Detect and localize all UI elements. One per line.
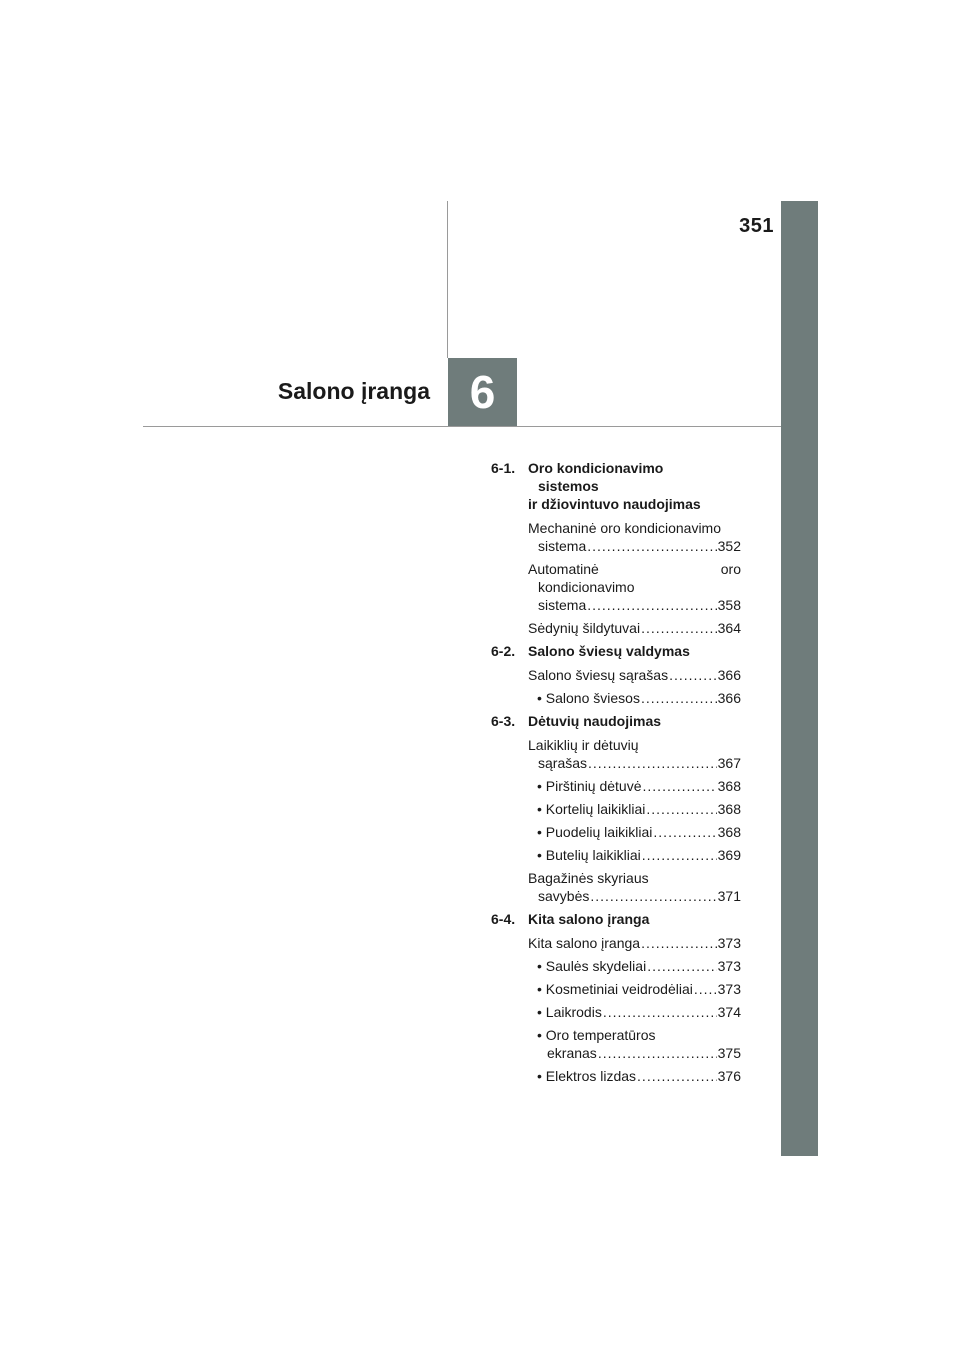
- table-of-contents: [491, 459, 741, 1090]
- toc-subentry[interactable]: • Oro temperatūros ekranas ..... 375: [491, 1026, 741, 1062]
- horizontal-divider: [143, 426, 781, 427]
- section-title: Oro kondicionavimo sistemos ir džiovintuvo naudojimas: [528, 460, 701, 512]
- section-title: Kita salono įranga: [528, 911, 650, 927]
- toc-entry[interactable]: Automatinė oro kondicionavimo sistema ..... 358: [491, 560, 741, 614]
- toc-subentry[interactable]: • Salono šviesos ..... 366: [491, 689, 741, 707]
- toc-entry[interactable]: Salono šviesų sąrašas ..... 366: [491, 666, 741, 684]
- chapter-number: 6: [469, 366, 496, 418]
- chapter-title: Salono įranga: [277, 378, 430, 404]
- section-title: Dėtuvių naudojimas: [528, 713, 662, 729]
- page-ref: 369: [717, 847, 741, 863]
- toc-entry[interactable]: Sėdynių šildytuvai ..... 364: [491, 619, 741, 637]
- page-ref: 373: [717, 958, 741, 974]
- page-ref: 376: [717, 1068, 741, 1084]
- toc-subentry[interactable]: • Pirštinių dėtuvė ..... 368: [491, 777, 741, 795]
- section-number: 6-4.: [491, 911, 516, 927]
- toc-entry[interactable]: Bagažinės skyriaus savybės ..... 371: [491, 869, 741, 905]
- section-number: 6-3.: [491, 713, 516, 729]
- section-number: 6-1.: [491, 460, 516, 476]
- page-ref: 368: [717, 801, 741, 817]
- toc-subentry[interactable]: • Laikrodis ..... 374: [491, 1003, 741, 1021]
- toc-section-6-1[interactable]: [491, 459, 741, 513]
- toc-subentry[interactable]: • Elektros lizdas ..... 376: [491, 1067, 741, 1085]
- toc-entry[interactable]: Kita salono įranga ..... 373: [491, 934, 741, 952]
- page-ref: 367: [717, 755, 741, 771]
- toc-entry[interactable]: Laikiklių ir dėtuvių sąrašas ..... 367: [491, 736, 741, 772]
- page-ref: 366: [717, 667, 741, 683]
- toc-subentry[interactable]: • Saulės skydeliai ..... 373: [491, 957, 741, 975]
- toc-entry[interactable]: Mechaninė oro kondicionavimo sistema ..... 352: [491, 519, 741, 555]
- page-ref: 368: [717, 778, 741, 794]
- toc-section-6-2[interactable]: [491, 642, 741, 660]
- page-ref: 368: [717, 824, 741, 840]
- page-ref: 352: [717, 538, 741, 554]
- toc-subentry[interactable]: • Kosmetiniai veidrodėliai ..... 373: [491, 980, 741, 998]
- page-ref: 364: [717, 620, 741, 636]
- side-chapter-tab: [781, 201, 818, 1156]
- page-number: 351: [739, 215, 774, 237]
- vertical-divider: [447, 201, 448, 358]
- page-ref: 373: [717, 935, 741, 951]
- toc-section-6-4[interactable]: [491, 910, 741, 928]
- page-ref: 371: [717, 888, 741, 904]
- page-ref: 358: [717, 597, 741, 613]
- toc-subentry[interactable]: • Kortelių laikikliai ..... 368: [491, 800, 741, 818]
- page-ref: 375: [717, 1045, 741, 1061]
- page-ref: 373: [717, 981, 741, 997]
- chapter-number-box: [448, 358, 517, 426]
- page-ref: 374: [717, 1004, 741, 1020]
- toc-subentry[interactable]: • Puodelių laikikliai ..... 368: [491, 823, 741, 841]
- toc-subentry[interactable]: • Butelių laikikliai ..... 369: [491, 846, 741, 864]
- toc-section-6-3[interactable]: [491, 712, 741, 730]
- section-number: 6-2.: [491, 643, 516, 659]
- section-title: Salono šviesų valdymas: [528, 643, 690, 659]
- page-ref: 366: [717, 690, 741, 706]
